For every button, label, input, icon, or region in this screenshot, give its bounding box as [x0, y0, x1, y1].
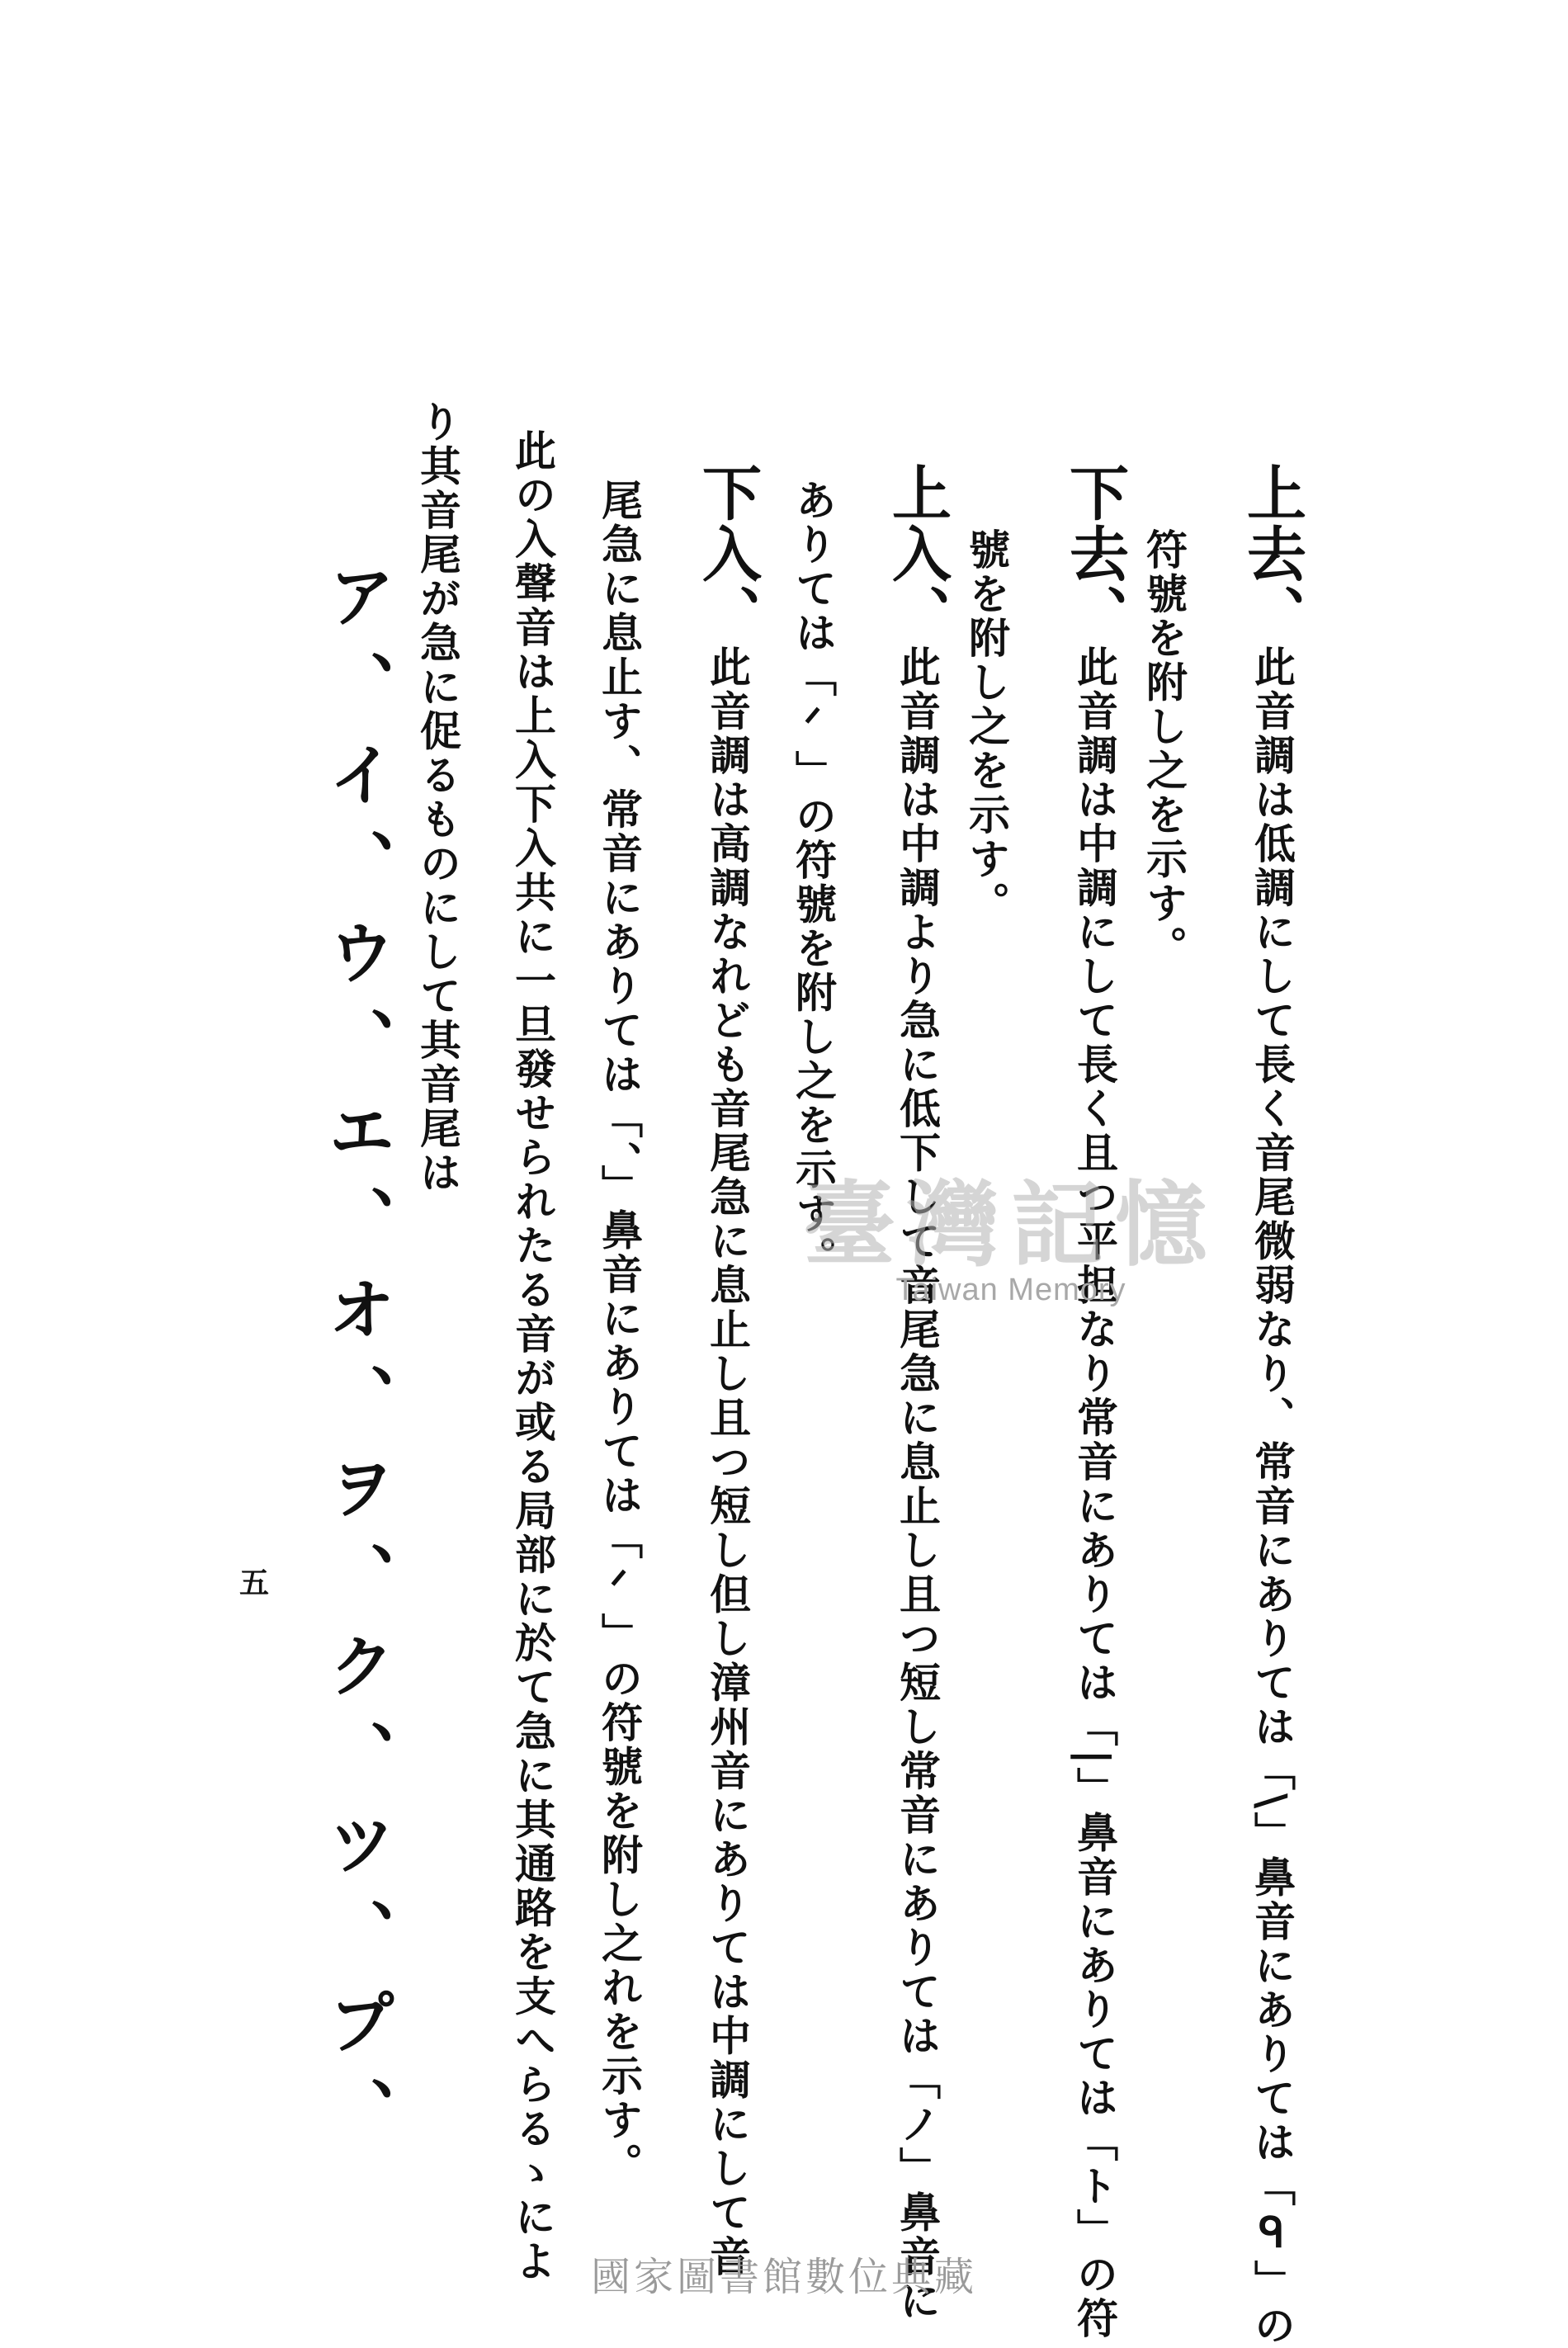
heading-shangru: 上入、	[882, 462, 952, 645]
text-xiaru-cont: 尾急に息止す、常音にありては「、」鼻音にありては「ᐟ」の符號を附し之れを示す。	[595, 479, 644, 2187]
heading-xiaqu: 下去、	[1060, 462, 1130, 645]
footer-archive-label: 國家圖書館數位典藏	[590, 2254, 977, 2300]
text-xiaqu-cont: 號を附し之を示す。	[962, 528, 1011, 926]
column-rusheng-note	[508, 429, 557, 2284]
watermark-english: Taiwan Memory	[895, 1273, 1126, 1307]
text-rusheng-note: 此の入聲音は上入下入共に一旦發せられたる音が或る局部に於て急に其通路を支へらるゝによ	[508, 429, 557, 2284]
column-shangqu-cont	[1140, 528, 1188, 970]
text-rusheng-note-cont: り其音尾が急に促るものにして其音尾は	[413, 400, 462, 1195]
column-xiaqu	[1060, 462, 1130, 2341]
column-rusheng-note-cont	[413, 400, 462, 1195]
column-xiaqu-cont	[962, 528, 1011, 926]
text-shangqu-cont: 符號を附し之を示す。	[1140, 528, 1188, 970]
column-shangqu	[1237, 462, 1307, 2348]
watermark	[780, 1151, 1242, 1333]
text-shangru-cont: ありては「ᐟ」の符號を附し之を示す。	[789, 479, 838, 1280]
column-xiaru-cont	[595, 479, 644, 2187]
text-xiaru: 此音調は高調なれども音尾急に息止し且つ短し但し漳州音にありては中調にして音	[703, 645, 752, 2279]
text-xiaqu: 此音調は中調にして長く且つ平担なり常音にありては「|」鼻音にありては「ト」の符	[1070, 645, 1119, 2341]
column-xiaru	[692, 462, 763, 2279]
heading-shangqu: 上去、	[1237, 462, 1307, 645]
kana-ending-list: ア、イ、ウ、エ、オ、ヲ、ク、ツ、プ、	[317, 561, 395, 2166]
text-shangru: 此音調は中調より急に低下して音尾急に息止し且つ短し常音にありては「ノ」鼻音に	[893, 645, 942, 2323]
page-number: 五	[239, 1566, 270, 1600]
column-shangru	[882, 462, 952, 2323]
heading-xiaru: 下入、	[692, 462, 763, 645]
watermark-logo: 臺灣記憶	[803, 1171, 1219, 1279]
text-shangqu: 此音調は低調にして長く音尾微弱なり、常音にありては「\」鼻音にありては「ᑫ」の	[1248, 645, 1296, 2348]
